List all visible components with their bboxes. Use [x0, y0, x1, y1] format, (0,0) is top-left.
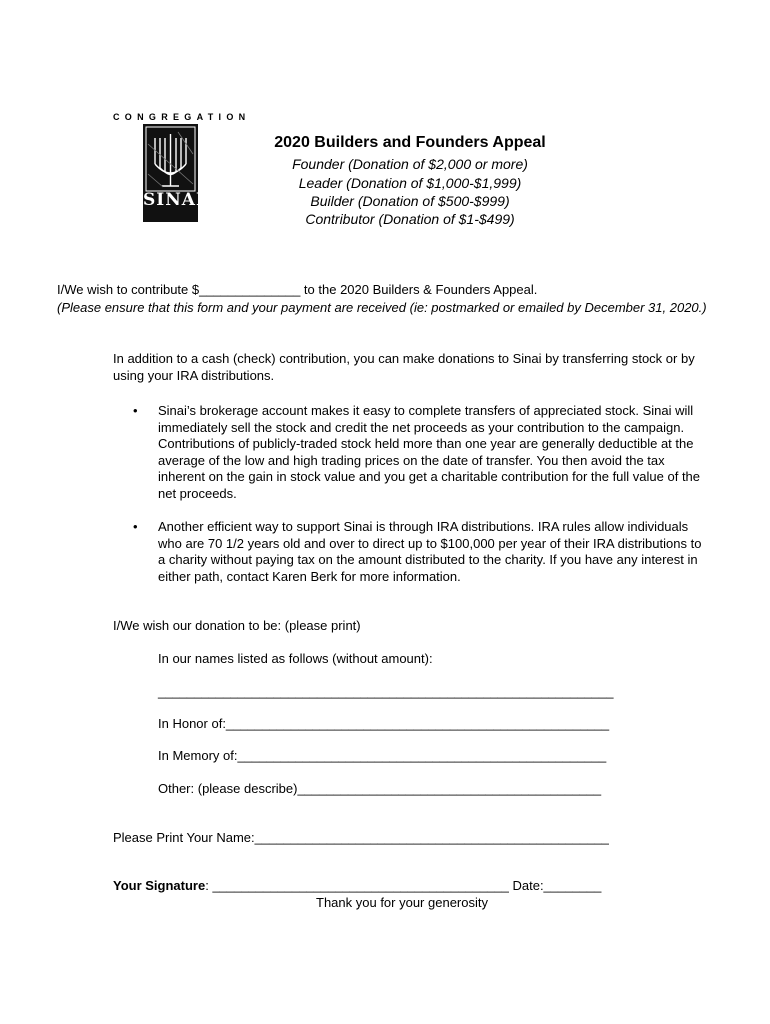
signature-label: Your Signature [113, 878, 206, 893]
bullet-marker: • [133, 519, 138, 534]
print-name-field[interactable]: Please Print Your Name:_________________________________________________ [113, 830, 609, 845]
tier-founder: Founder (Donation of $2,000 or more) [292, 156, 528, 172]
bullet-ira-distributions: Another efficient way to support Sinai is through IRA distributions. IRA rules allow individuals who are 70 1/2 years old and over to direct up to $100,000 per year of their IRA distributions to a charity without paying tax on the amount distributed to the charity. If you have any interest in either path, contact Karen Berk for more information. [158, 519, 702, 584]
donation-wish-label: I/We wish our donation to be: (please print) [113, 618, 361, 633]
page-title: 2020 Builders and Founders Appeal [274, 134, 546, 151]
contribution-amount-line: I/We wish to contribute $______________ to the 2020 Builders & Founders Appeal. [57, 282, 538, 297]
tier-contributor: Contributor (Donation of $1-$499) [305, 211, 515, 227]
tier-builder: Builder (Donation of $500-$999) [310, 193, 510, 209]
signature-date-field[interactable]: : _________________________________________ Date:________ [205, 878, 602, 893]
logo-top-word: CONGREGATION [113, 112, 251, 122]
bullet-stock-transfer: Sinai’s brokerage account makes it easy to complete transfers of appreciated stock. Sinai will immediately sell the stock and credit the net proceeds as your contribution to the campaign. Contributions of publicly-traded stock held more than one year are generally deductible at the average of the low and high trading prices on the date of transfer. You then avoid the tax inherent on the gain in stock value and you get a charitable contribution for the full value of the net proceeds. [158, 403, 701, 501]
tier-leader: Leader (Donation of $1,000-$1,999) [298, 175, 522, 191]
names-field[interactable]: _______________________________________________________________ [158, 684, 614, 699]
in-memory-of-field[interactable]: In Memory of:___________________________________________________ [158, 748, 607, 763]
thank-you-note: Thank you for your generosity [316, 895, 488, 910]
names-label: In our names listed as follows (without amount): [158, 651, 433, 666]
intro-paragraph: In addition to a cash (check) contribution, you can make donations to Sinai by transferring stock or by using your IRA distributions. [113, 351, 695, 383]
logo-sinai-text: SINAI [143, 190, 205, 210]
signature-date-line[interactable] [113, 878, 601, 893]
in-honor-of-field[interactable]: In Honor of:_____________________________________________________ [158, 716, 610, 731]
deadline-note: (Please ensure that this form and your payment are received (ie: postmarked or emailed by December 31, 2020.) [57, 300, 707, 315]
bullet-marker: • [133, 403, 138, 418]
other-description-field[interactable]: Other: (please describe)__________________________________________ [158, 781, 602, 796]
